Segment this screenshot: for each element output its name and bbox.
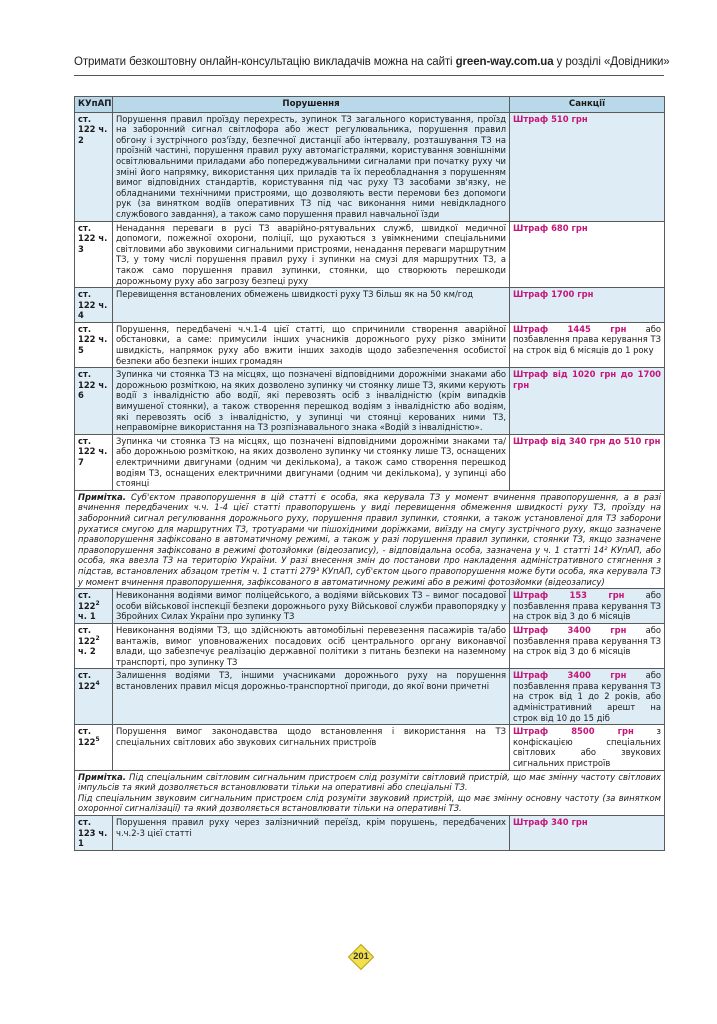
sanction-cell — [510, 816, 665, 851]
table-row — [75, 669, 665, 725]
article-cell — [75, 623, 113, 668]
note-cell — [75, 770, 665, 815]
note-text: Під спеціальним світловим сигнальним пристроєм слід розуміти світловий пристрій, що має змінну частоту світлових імпульсів та який дозволяється встановлювати тільки на оперативні або спеціальні ТЗ. — [78, 771, 661, 793]
article-cell — [75, 669, 113, 725]
violation-cell: Порушення правил руху через залізничний переїзд, крім порушень, передбачених ч.ч.2-3 цієї статті — [113, 816, 510, 851]
article-sup: 2 — [95, 634, 100, 642]
article-cell: ст. 123 ч. 1 — [75, 816, 113, 851]
article-cell: ст. 122 ч. 6 — [75, 368, 113, 435]
article-sup: 2 — [95, 599, 100, 607]
note-row — [75, 770, 665, 815]
violation-cell: Зупинка чи стоянка ТЗ на місцях, що позначені відповідними дорожніми знаками та/або дорожньою розміткою, на яких дозволено зупинку чи стоянку лише ТЗ, оснащених електричними двигунами (одним чи декількома), а також само створення перешкод водіям ТЗ, оснащених електричними двигунами (одним чи декількома), у зупинці або стоянці — [113, 434, 510, 490]
table-row — [75, 434, 665, 490]
fine-amount: Штраф 153 грн — [513, 590, 625, 601]
violation-cell: Невиконання водіями вимог поліцейського, а водіями військових ТЗ – вимог посадової особи військової інспекції безпеки дорожнього руху Військової служби правопорядку у Збройних Силах України про зупинку ТЗ — [113, 589, 510, 624]
table-row — [75, 288, 665, 323]
article-part: ч. 1 — [78, 611, 96, 622]
header-text-post: у розділі «Довідники» — [553, 56, 670, 68]
violation-cell: Порушення правил проїзду перехресть, зупинок ТЗ загального користування, проїзд на заборонний сигнал світлофора або жест регулювальника, порушення правил обгону і зустрічного роз'їзду, безпечної дистанції або інтервалу, розташування ТЗ на проїзній частині, порушення правил руху автомагістралями, користування зовнішніми освітлювальними приладами або попереджувальними сигналами при початку руху чи зміні його напрямку, використання цих приладів та їх переобладнання з порушенням вимог відповідних стандартів, користування під час руху ТЗ засобами зв'язку, не обладнаними технічними пристроями, що дозволяють вести перемови без допомоги рук (за винятком водіїв оперативних ТЗ під час виконання ними невідкладного службового завдання), а також само порушення правил навчальної їзди — [113, 112, 510, 221]
note-label: Примітка. — [78, 771, 126, 782]
table-row — [75, 589, 665, 624]
sanction-rest: з конфіскацією спеціальних світлових або звукових сигнальних пристроїв — [513, 726, 661, 769]
sanction-rest: або позбавлення права керування ТЗ на строк від 3 до 6 місяців — [513, 590, 661, 622]
column-header-kupap: КУпАП — [75, 97, 113, 113]
sanction-cell — [510, 725, 665, 770]
article-main: ст. 122 — [78, 726, 96, 747]
fine-amount: Штраф 510 грн — [513, 113, 588, 124]
violation-cell: Ненадання переваги в русі ТЗ аварійно-рятувальних служб, швидкої медичної допомоги, пожежної охорони, поліції, що рухаються з увімкненими спеціальними світловими або звуковими сигнальними пристроями, ненадання переваги маршрутним ТЗ, у тому числі порушення правил руху і зупинки на смузі для маршрутних ТЗ, а також само порушення правил зупинки, стоянки, що створюють перешкоди дорожньому руху або загрозу безпеці руху — [113, 221, 510, 288]
article-sup: 5 — [95, 736, 100, 744]
article-part: ч. 2 — [78, 646, 96, 657]
violation-cell: Перевищення встановлених обмежень швидкості руху ТЗ більш як на 50 км/год — [113, 288, 510, 323]
column-header-sanctions: Санкції — [510, 97, 665, 113]
article-main: ст. 122 — [78, 670, 96, 691]
article-cell — [75, 589, 113, 624]
fine-amount: Штраф від 1020 грн до 1700 грн — [513, 369, 661, 390]
table-row — [75, 623, 665, 668]
header-text-pre: Отримати безкоштовну онлайн-консультацію викладачів можна на сайті — [74, 56, 456, 68]
sanction-cell — [510, 221, 665, 288]
fine-amount: Штраф від 340 грн до 510 грн — [513, 435, 661, 446]
header-site-link[interactable]: green-way.com.ua — [455, 56, 554, 68]
note-row — [75, 490, 665, 588]
article-cell: ст. 122 ч. 4 — [75, 288, 113, 323]
sanction-cell — [510, 623, 665, 668]
sanction-cell — [510, 669, 665, 725]
sanction-cell — [510, 368, 665, 435]
sanction-cell — [510, 322, 665, 367]
article-cell — [75, 725, 113, 770]
fine-amount: Штраф 3400 грн — [513, 670, 627, 681]
sanction-cell — [510, 288, 665, 323]
sanction-rest: або позбавлення права керування ТЗ на строк від 6 місяців до 1 року — [513, 323, 661, 356]
fine-amount: Штраф 340 грн — [513, 817, 588, 827]
violation-cell: Порушення вимог законодавства щодо встановлення і використання на ТЗ спеціальних світлових або звукових сигнальних пристроїв — [113, 725, 510, 770]
note-label: Примітка. — [78, 491, 126, 502]
note-cell — [75, 490, 665, 588]
fine-amount: Штраф 680 грн — [513, 222, 588, 233]
table-header-row — [75, 97, 665, 113]
fine-amount: Штраф 1445 грн — [513, 323, 627, 334]
page-number: 201 — [353, 951, 369, 962]
sanction-rest: або позбавлення права керування ТЗ на строк від 3 до 6 місяців — [513, 624, 661, 657]
page-header — [74, 56, 670, 68]
sanction-cell — [510, 589, 665, 624]
article-main: ст. 122 — [78, 590, 96, 611]
header-rule — [74, 75, 664, 76]
table-row — [75, 368, 665, 435]
fines-table — [74, 96, 665, 851]
violation-cell: Порушення, передбачені ч.ч.1-4 цієї статті, що спричинили створення аварійної обстановки, а саме: примусили інших учасників дорожнього руху різко змінити швидкість, напрямок руху або вжити інших заходів щодо забезпечення особистої безпеки або безпеки інших громадян — [113, 322, 510, 367]
sanction-cell — [510, 434, 665, 490]
note-text: Суб'єктом правопорушення в цій статті є особа, яка керувала ТЗ у момент вчинення правопорушення, а в разі вчинення передбачених ч.ч. 1-4 цієї статті правопорушень у виді перевищення обмеження швидкості руху ТЗ, проїзду на заборонний сигнал регулювання дорожнього руху, порушення правил зупинки, стоянки, а також установленої для ТЗ заборони рухатися смугою для маршрутних ТЗ, тротуарами чи пішохідними доріжками, виїзду на смугу зустрічного руху, якщо зазначене правопорушення зафіксовано в автоматичному режимі, а також у разі порушення правил зупинки, стоянки ТЗ, якщо зазначене правопорушення зафіксовано в режимі фотозйомки (відеозапису), - відповідальна особа, зазначена у ч. 1 статті 14² КУпАП, або особа, яка ввезла ТЗ на територію України. У разі внесення змін до постанови про накладення адміністративного стягнення з підстав, встановлених абзацом третім ч. 1 статті 279³ КУпАП, суб'єктом цього правопорушення може бути особа, яка керувала ТЗ у момент вчинення правопорушення, зафіксованого в автоматичному режимі або в режимі фотозйомки (відеозапису) — [78, 491, 661, 587]
article-cell: ст. 122 ч. 5 — [75, 322, 113, 367]
table-row — [75, 322, 665, 367]
article-main: ст. 122 — [78, 624, 96, 646]
violation-cell: Залишення водіями ТЗ, іншими учасниками дорожнього руху на порушення встановлених правил місця дорожньо-транспортної пригоди, до якої вони причетні — [113, 669, 510, 725]
violation-cell: Зупинка чи стоянка ТЗ на місцях, що позначені відповідними дорожніми знаками або дорожньою розміткою, на яких дозволено зупинку чи стоянку лише ТЗ, якими керують водії з інвалідністю або водії, які перевозять осіб з інвалідністю (крім випадків вимушеної стоянки), а також створення перешкод водіям з інвалідністю або водіям, які перевозять осіб з інвалідністю, у зупинці чи стоянці керованих ними ТЗ, неправомірне використання на ТЗ розпізнавального знака «Водій з інвалідністю». — [113, 368, 510, 435]
table-row — [75, 725, 665, 770]
table-row — [75, 221, 665, 288]
table-row — [75, 112, 665, 221]
note-text-2: Під спеціальним звуковим сигнальним пристроєм слід розуміти звуковий пристрій, що має змінну основну частоту (за винятком охоронної сигналізації) та який дозволяється встановлювати тільки на оперативні ТЗ. — [78, 792, 661, 814]
column-header-violation: Порушення — [113, 97, 510, 113]
article-sup: 4 — [95, 680, 100, 688]
table-row — [75, 816, 665, 851]
violation-cell: Невиконання водіями ТЗ, що здійснюють автомобільні перевезення пасажирів та/або вантажів, вимог уповноважених посадових осіб центрального органу виконавчої влади, що забезпечує реалізацію державної політики з питань безпеки на наземному транспорті, про зупинку ТЗ — [113, 623, 510, 668]
article-cell: ст. 122 ч. 7 — [75, 434, 113, 490]
article-cell: ст. 122 ч. 3 — [75, 221, 113, 288]
fine-amount: Штраф 1700 грн — [513, 289, 594, 300]
sanction-cell — [510, 112, 665, 221]
sanction-rest: або позбавлення права керування ТЗ на строк від 1 до 2 років, або адміністративний арешт на строк від 10 до 15 діб — [513, 670, 661, 723]
article-cell: ст. 122 ч. 2 — [75, 112, 113, 221]
fine-amount: Штраф 3400 грн — [513, 624, 627, 635]
fine-amount: Штраф 8500 грн — [513, 726, 634, 737]
